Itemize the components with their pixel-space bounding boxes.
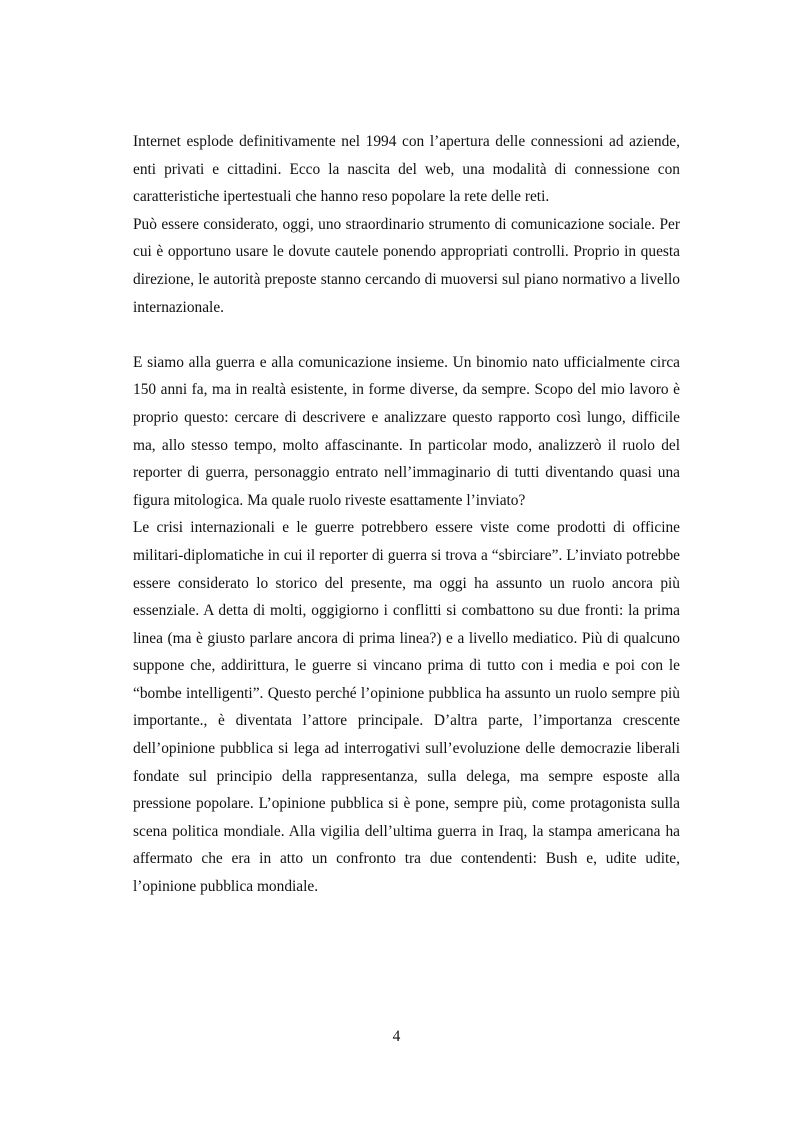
paragraph-internet-birth: Internet esplode definitivamente nel 1994 con l’apertura delle connessioni ad aziende, enti privati e cittadini. Ecco la nascita del web, una modalità di connessione con caratteristiche ipertestuali che hanno reso popolare la rete delle reti. [133, 133, 680, 206]
paragraph-social-tool: Può essere considerato, oggi, uno straordinario strumento di comunicazione sociale. Per cui è opportuno usare le dovute cautele ponendo appropriati controlli. Proprio in questa direzione, le autorità preposte stanno cercando di muoversi sul piano normativo a livello internazionale. [133, 215, 680, 316]
body-text [133, 128, 680, 901]
page-number: 4 [392, 1028, 401, 1045]
paragraph-war-communication: E siamo alla guerra e alla comunicazione insieme. Un binomio nato ufficialmente circa 150 anni fa, ma in realtà esistente, in forme diverse, da sempre. Scopo del mio lavoro è proprio questo: cercare di descrivere e analizzare questo rapporto così lungo, difficile ma, allo stesso tempo, molto affascinante. In particolar modo, analizzerò il ruolo del reporter di guerra, personaggio entrato nell’immaginario di tutti diventando quasi una figura mitologica. Ma quale ruolo riveste esattamente l’inviato? [133, 353, 680, 509]
paragraph-international-crises: Le crisi internazionali e le guerre potrebbero essere viste come prodotti di officine militari-diplomatiche in cui il reporter di guerra si trova a “sbirciare”. L’inviato potrebbe essere considerato lo storico del presente, ma oggi ha assunto un ruolo ancora più essenziale. A detta di molti, oggigiorno i conflitti si combattono su due fronti: la prima linea (ma è giusto parlare ancora di prima linea?) e a livello mediatico. Più di qualcuno suppone che, addirittura, le guerre si vincano prima di tutto con i media e poi con le “bombe intelligenti”. Questo perché l’opinione pubblica ha assunto un ruolo sempre più importante., è diventata l’attore principale. D’altra parte, l’importanza crescente dell’opinione pubblica si lega ad interrogativi sull’evoluzione delle democrazie liberali fondate sul principio della rappresentanza, sulla delega, ma sempre esposte alla pressione popolare. L’opinione pubblica si è pone, sempre più, come protagonista sulla scena politica mondiale. Alla vigilia dell’ultima guerra in Iraq, la stampa americana ha affermato che era in atto un confronto tra due contendenti: Bush e, udite udite, l’opinione pubblica mondiale. [133, 519, 680, 896]
